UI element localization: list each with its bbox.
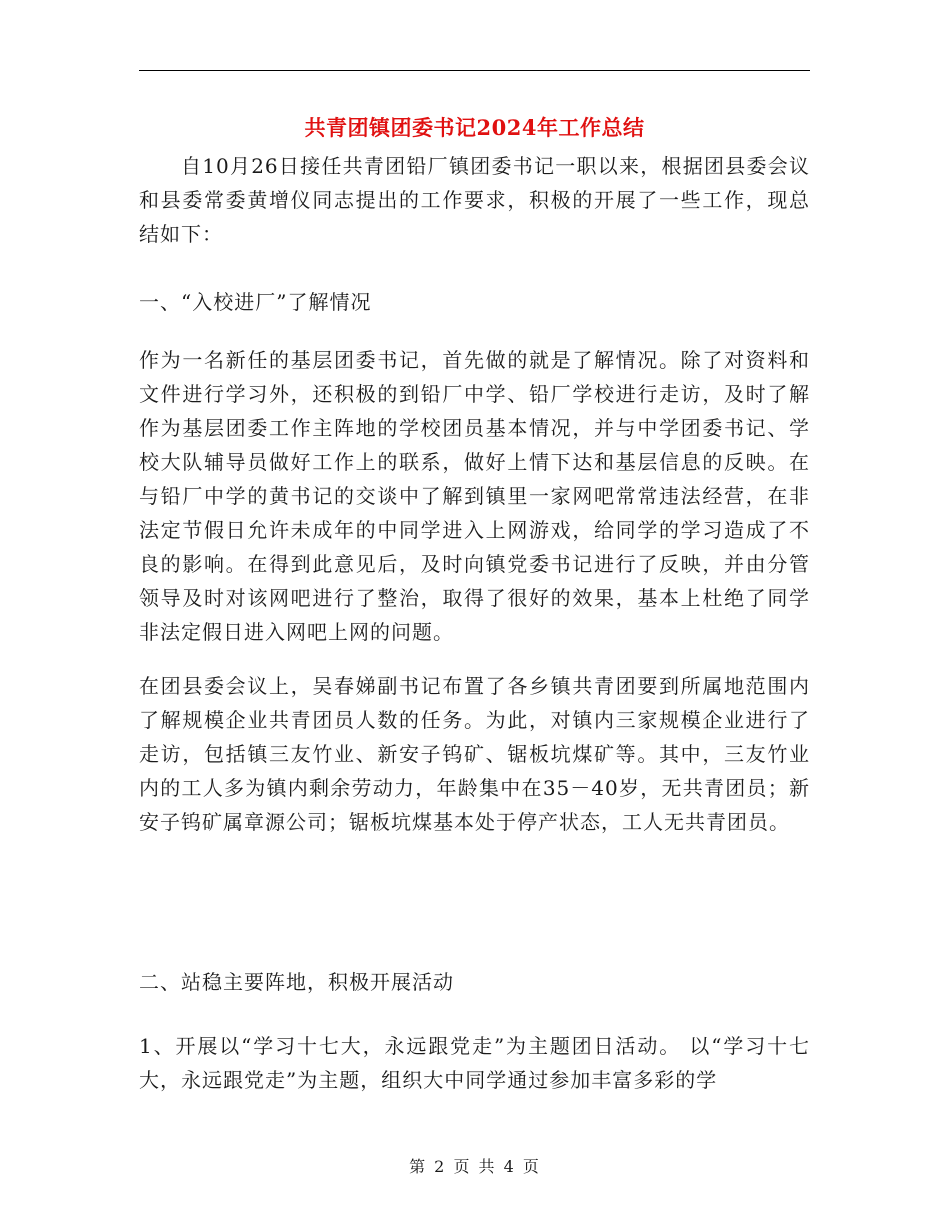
section2-heading: 二、站稳主要阵地，积极开展活动: [139, 970, 454, 994]
intro-paragraph: 自10月26日接任共青团铅厂镇团委书记一职以来，根据团县委会议和县委常委黄增仪同志提出的工作要求，积极的开展了一些工作，现总结如下：: [139, 154, 810, 246]
document-title: 共青团镇团委书记2024年工作总结: [304, 115, 645, 140]
section1-paragraph-1: 作为一名新任的基层团委书记，首先做的就是了解情况。除了对资料和文件进行学习外，还积极的到铅厂中学、铅厂学校进行走访，及时了解作为基层团委工作主阵地的学校团员基本情况，并与中学团委书记、学校大队辅导员做好工作上的联系，做好上情下达和基层信息的反映。在与铅厂中学的黄书记的交谈中了解到镇里一家网吧常常违法经营，在非法定节假日允许未成年的中同学进入上网游戏，给同学的学习造成了不良的影响。在得到此意见后，及时向镇党委书记进行了反映，并由分管领导及时对该网吧进行了整治，取得了很好的效果，基本上杜绝了同学非法定假日进入网吧上网的问题。: [139, 348, 810, 644]
page-number: 第 2 页 共 4 页: [409, 1157, 541, 1176]
header-rule: [139, 70, 810, 71]
section1-paragraph-2: 在团县委会议上，吴春娣副书记布置了各乡镇共青团要到所属地范围内了解规模企业共青团员人数的任务。为此，对镇内三家规模企业进行了走访，包括镇三友竹业、新安子钨矿、锯板坑煤矿等。其中，三友竹业内的工人多为镇内剩余劳动力，年龄集中在35－40岁，无共青团员；新安子钨矿属章源公司；锯板坑煤基本处于停产状态，工人无共青团员。: [139, 674, 810, 834]
section1-heading: 一、“入校进厂”了解情况: [139, 290, 372, 314]
section2-paragraph-1: 1、开展以“学习十七大，永远跟党走”为主题团日活动。 以“学习十七大，永远跟党走”为主题，组织大中同学通过参加丰富多彩的学: [139, 1034, 810, 1092]
